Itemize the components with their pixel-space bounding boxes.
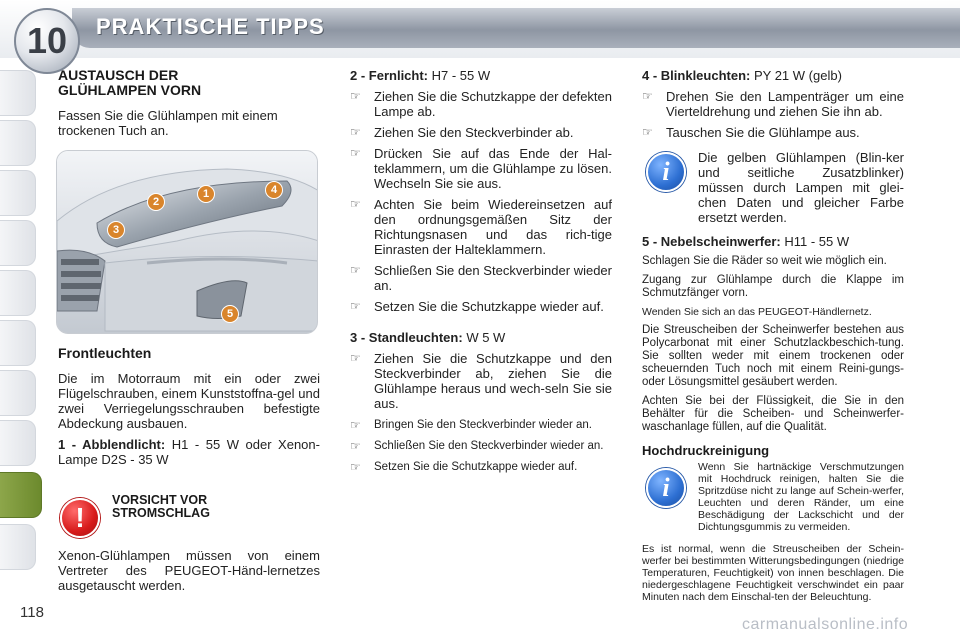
front-lights-section [58, 346, 320, 467]
list-item: ☞ Schließen Sie den Steckverbinder wieder an. [350, 439, 604, 453]
hand-pointer-icon: ☞ [350, 299, 361, 313]
hand-pointer-icon: ☞ [350, 439, 361, 453]
high-beam-item: 2 - Fernlicht: H7 - 55 W [350, 68, 491, 83]
hand-pointer-icon: ☞ [350, 146, 361, 160]
hand-pointer-icon: ☞ [350, 125, 361, 139]
page-title: PRAKTISCHE TIPPS [96, 14, 325, 39]
list-item: ☞ Ziehen Sie den Steckverbinder ab. [350, 125, 574, 140]
chapter-tab[interactable] [0, 170, 36, 216]
callout-badge: 3 [107, 221, 125, 239]
column-left [58, 68, 320, 138]
hand-pointer-icon: ☞ [350, 351, 361, 365]
page-header [0, 0, 960, 61]
watermark: carmanualsonline.info [742, 616, 909, 633]
chapter-tab[interactable] [0, 320, 36, 366]
list-item: ☞ Setzen Sie die Schutzkappe wieder auf. [350, 299, 604, 314]
chapter-tab[interactable] [0, 270, 36, 316]
list-item: ☞ Drücken Sie auf das Ende der Hal-teklammern, um die Glühlampe zu lösen. Wechseln Sie sie aus. [350, 146, 612, 191]
list-item: ☞ Schließen Sie den Steckverbinder wieder an. [350, 263, 612, 293]
list-item: ☞ Achten Sie beim Wiedereinsetzen auf den ordnungsgemäßen Sitz der Richtungsnasen und das rich-tige Einrasten der Halteklammern. [350, 197, 612, 257]
headlight-illustration [56, 150, 318, 334]
list-item: ☞ Tauschen Sie die Glühlampe aus. [642, 125, 860, 140]
info-note-yellow-bulbs: Die gelben Glühlampen (Blin-ker und seitliche Zusatzblinker) müssen durch Lampen mit glei-chen Daten und gleicher Farbe ersetzt werden. [698, 150, 904, 225]
side-lights-item: 3 - Standleuchten: W 5 W [350, 330, 506, 345]
info-icon: i [646, 152, 686, 192]
chapter-number: 10 [26, 20, 68, 61]
chapter-tab[interactable] [0, 220, 36, 266]
info-icon: i [646, 468, 686, 508]
list-item: ☞ Ziehen Sie die Schutzkappe und den Steckverbinder ab, ziehen Sie die Glühlampe heraus und wech-seln Sie sie aus. [350, 351, 612, 411]
chapter-tab[interactable] [0, 524, 36, 570]
high-pressure-heading: Hochdruckreinigung [642, 443, 770, 458]
chapter-tab-active[interactable] [0, 472, 42, 518]
list-item: ☞ Bringen Sie den Steckverbinder wieder an. [350, 418, 592, 432]
hand-pointer-icon: ☞ [350, 460, 361, 474]
page-number: 118 [20, 604, 44, 621]
callout-badge: 2 [147, 193, 165, 211]
front-lights-heading: Frontleuchten [58, 345, 152, 361]
warning-text: Xenon-Glühlampen müssen von einem Vertreter des PEUGEOT-Händ-lernetzes ausgetauscht werden. [58, 548, 320, 593]
hand-pointer-icon: ☞ [350, 263, 361, 277]
list-item: ☞ Setzen Sie die Schutzkappe wieder auf. [350, 460, 578, 474]
column-middle [350, 68, 612, 474]
chapter-tab[interactable] [0, 370, 36, 416]
low-beam-item: 1 - Abblendlicht: H1 - 55 W oder Xenon-Lampe D2S - 35 W [58, 437, 320, 467]
hand-pointer-icon: ☞ [642, 125, 653, 139]
column-right [642, 68, 904, 140]
hand-pointer-icon: ☞ [350, 197, 361, 211]
indicator-item: 4 - Blinkleuchten: PY 21 W (gelb) [642, 68, 842, 83]
car-front-drawing [57, 151, 318, 334]
exclamation-warning-icon: ! [60, 498, 100, 538]
high-pressure-info: Wenn Sie hartnäckige Verschmutzungen mit Hochdruck reinigen, halten Sie die Spritzdüse nicht zu lange auf Schein-werfer, Leuchten und deren Ränder, um eine Beschädigung der Lackschicht und der Dichtungsgummis zu vermeiden. [698, 461, 904, 533]
callout-badge: 4 [265, 181, 283, 199]
intro-text: Fassen Sie die Glühlampen mit einem trockenen Tuch an. [58, 108, 278, 138]
callout-badge: 1 [197, 185, 215, 203]
chapter-tab[interactable] [0, 70, 36, 116]
callout-badge: 5 [221, 305, 239, 323]
front-lights-text: Die im Motorraum mit ein oder zwei Flügelschrauben, einem Kunststoffna-gel und zwei Verriegelungsschrauben befestigte Abdeckung ausbauen. [58, 371, 320, 431]
chapter-tab-strip [0, 60, 44, 620]
chapter-tab[interactable] [0, 120, 36, 166]
hand-pointer-icon: ☞ [642, 89, 653, 103]
list-item: ☞ Drehen Sie den Lampenträger um eine Vierteldrehung und ziehen Sie ihn ab. [642, 89, 904, 119]
condensation-note: Es ist normal, wenn die Streuscheiben der Schein-werfer bei bestimmten Witterungsbedingungen (niedrige Temperaturen, Feuchtigkeit) von innen beschlagen. Die niedergeschlagene Feuchtigkeit verschwindet ein paar Minuten nach dem Einschal-ten der Beleuchtung. [642, 543, 904, 603]
hand-pointer-icon: ☞ [350, 418, 361, 432]
fog-lights-section: 5 - Nebelscheinwerfer: H11 - 55 W Schlagen Sie die Räder so weit wie möglich ein. Zugang zur Glühlampe durch die Klappe im Schmutzfänger vorn. Wenden Sie sich an das PEUGEOT-Händlernetz. Die Streuscheiben der Scheinwerfer bestehen aus Polycarbonat mit einer Schutzlackbeschich-tung. Sie sollten weder mit einem trockenen oder scheuernden Tuch noch mit einem Reini-gungs- oder Lösungsmittel gesäubert werden. Achten Sie bei der Flüssigkeit, die Sie in den Behälter für die Scheiben- und Scheinwerfer-waschanlage füllen, auf die Qualität. [642, 234, 904, 433]
fog-lights-item: 5 - Nebelscheinwerfer: H11 - 55 W [642, 234, 850, 249]
section-heading: AUSTAUSCH DER GLÜHLAMPEN VORN [58, 67, 202, 98]
hand-pointer-icon: ☞ [350, 89, 361, 103]
chapter-tab[interactable] [0, 420, 36, 466]
list-item: ☞ Ziehen Sie die Schutzkappe der defekten Lampe ab. [350, 89, 612, 119]
warning-heading: VORSICHT VOR STROMSCHLAG [112, 493, 210, 520]
